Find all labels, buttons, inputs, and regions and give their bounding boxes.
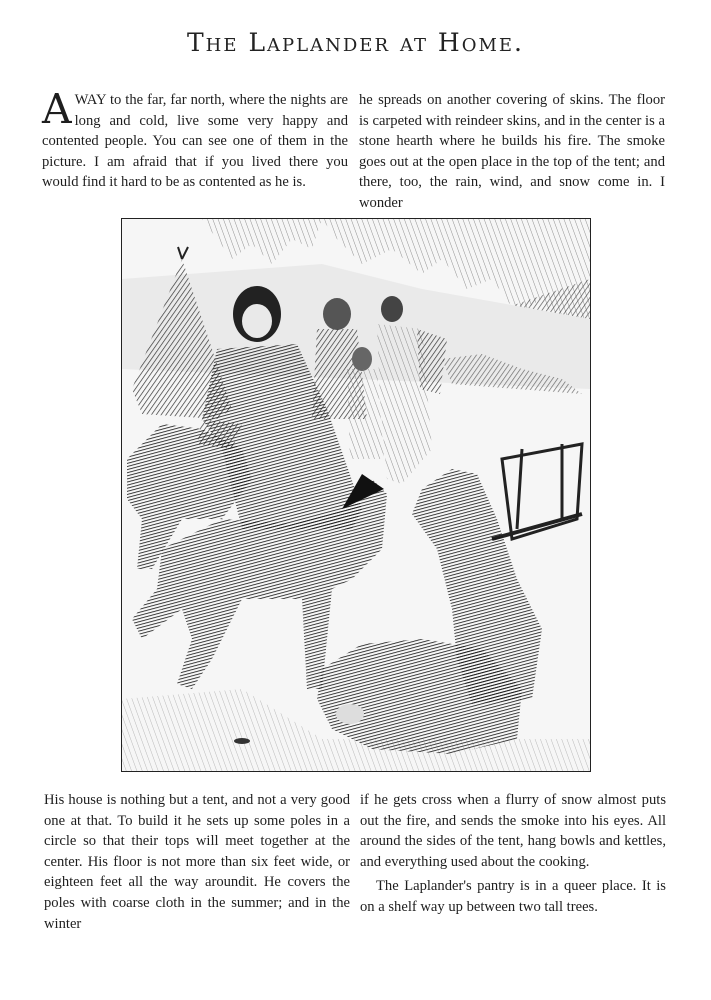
text-column-top-right bbox=[359, 90, 665, 214]
paragraph-house: His house is nothing but a tent, and not a very good one at that. To build it he sets up some poles in a circle so that their tops will meet together at the center. His floor is not more than six feet wide, or eighteen feet all the way aroundit. He covers the poles with coarse cloth in the summer; and in the winter bbox=[44, 792, 350, 932]
paragraph-intro-text: WAY to the far, far north, where the nights are long and cold, live some very happy and contented people. You can see one of them in the picture. I am afraid that if you lived there you would find it hard to be as contented as he is. bbox=[42, 92, 348, 191]
drop-cap: A bbox=[42, 85, 72, 133]
page-title: The Laplander at Home. bbox=[187, 28, 524, 57]
paragraph-tent-floor: he spreads on another covering of skins. The floor is carpeted with reindeer skins, and in the center is a stone hearth where he builds his fire. The smoke goes out at the open place in the top of the tent; and there, too, the rain, wind, and snow come in. I wonder bbox=[359, 92, 665, 211]
text-column-top-left bbox=[42, 85, 348, 193]
engraving-laplander-with-dogs bbox=[121, 218, 591, 772]
paragraph-pantry: The Laplander's pantry is in a queer place. It is on a shelf way up between two tall trees. bbox=[360, 878, 666, 915]
paragraph-smoke: if he gets cross when a flurry of snow almost puts out the fire, and sends the smoke into his eyes. All around the sides of the tent, hang bowls and kettles, and everything used about the cooking. bbox=[360, 792, 666, 870]
text-column-bottom-left bbox=[44, 790, 350, 934]
paragraph-intro bbox=[42, 85, 348, 193]
text-column-bottom-right bbox=[360, 790, 666, 918]
